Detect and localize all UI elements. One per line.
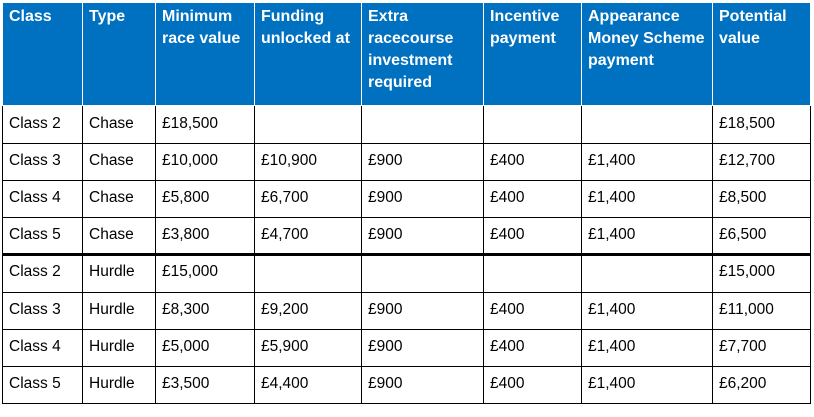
cell-appearance-money: £1,400: [582, 181, 713, 218]
cell-potential-value: £12,700: [713, 144, 811, 181]
header-extra-racecourse-investment: Extra racecourse investment required: [362, 3, 484, 106]
cell-type: Chase: [83, 218, 156, 255]
cell-appearance-money: £1,400: [582, 330, 713, 367]
cell-appearance-money: £1,400: [582, 144, 713, 181]
cell-potential-value: £18,500: [713, 106, 811, 144]
cell-class: Class 5: [3, 218, 83, 255]
header-incentive-payment: Incentive payment: [484, 3, 582, 106]
cell-funding-unlocked-at: £10,900: [255, 144, 362, 181]
cell-minimum-race-value: £3,800: [156, 218, 255, 255]
cell-extra-investment: £900: [362, 293, 484, 330]
cell-class: Class 4: [3, 181, 83, 218]
cell-funding-unlocked-at: £9,200: [255, 293, 362, 330]
cell-incentive-payment: [484, 255, 582, 293]
cell-potential-value: £11,000: [713, 293, 811, 330]
cell-potential-value: £6,500: [713, 218, 811, 255]
cell-minimum-race-value: £15,000: [156, 255, 255, 293]
cell-appearance-money: [582, 255, 713, 293]
cell-appearance-money: £1,400: [582, 218, 713, 255]
header-minimum-race-value: Minimum race value: [156, 3, 255, 106]
cell-incentive-payment: £400: [484, 181, 582, 218]
cell-extra-investment: £900: [362, 144, 484, 181]
cell-minimum-race-value: £8,300: [156, 293, 255, 330]
header-class: Class: [3, 3, 83, 106]
table-row: [3, 106, 811, 144]
race-funding-table-container: [2, 2, 811, 404]
table-row: [3, 218, 811, 255]
table-row: [3, 330, 811, 367]
cell-funding-unlocked-at: [255, 106, 362, 144]
cell-extra-investment: [362, 106, 484, 144]
cell-type: Hurdle: [83, 330, 156, 367]
cell-potential-value: £8,500: [713, 181, 811, 218]
cell-incentive-payment: [484, 106, 582, 144]
cell-type: Hurdle: [83, 255, 156, 293]
cell-extra-investment: £900: [362, 367, 484, 404]
table-row: [3, 255, 811, 293]
table-row: [3, 144, 811, 181]
cell-minimum-race-value: £5,800: [156, 181, 255, 218]
cell-type: Chase: [83, 181, 156, 218]
cell-appearance-money: [582, 106, 713, 144]
table-row: [3, 293, 811, 330]
header-potential-value: Potential value: [713, 3, 811, 106]
cell-minimum-race-value: £10,000: [156, 144, 255, 181]
cell-incentive-payment: £400: [484, 293, 582, 330]
cell-class: Class 3: [3, 293, 83, 330]
cell-minimum-race-value: £3,500: [156, 367, 255, 404]
cell-type: Hurdle: [83, 293, 156, 330]
header-row: [3, 3, 811, 106]
cell-potential-value: £6,200: [713, 367, 811, 404]
cell-appearance-money: £1,400: [582, 293, 713, 330]
cell-extra-investment: £900: [362, 181, 484, 218]
cell-type: Hurdle: [83, 367, 156, 404]
race-funding-table: [2, 2, 811, 404]
cell-class: Class 5: [3, 367, 83, 404]
cell-extra-investment: £900: [362, 330, 484, 367]
cell-minimum-race-value: £18,500: [156, 106, 255, 144]
cell-type: Chase: [83, 144, 156, 181]
cell-incentive-payment: £400: [484, 330, 582, 367]
cell-potential-value: £7,700: [713, 330, 811, 367]
cell-minimum-race-value: £5,000: [156, 330, 255, 367]
cell-appearance-money: £1,400: [582, 367, 713, 404]
cell-class: Class 2: [3, 255, 83, 293]
header-appearance-money-payment: Appearance Money Scheme payment: [582, 3, 713, 106]
cell-class: Class 4: [3, 330, 83, 367]
cell-class: Class 3: [3, 144, 83, 181]
cell-incentive-payment: £400: [484, 144, 582, 181]
cell-funding-unlocked-at: £4,400: [255, 367, 362, 404]
cell-funding-unlocked-at: £6,700: [255, 181, 362, 218]
table-row: [3, 367, 811, 404]
cell-potential-value: £15,000: [713, 255, 811, 293]
cell-extra-investment: £900: [362, 218, 484, 255]
cell-type: Chase: [83, 106, 156, 144]
header-type: Type: [83, 3, 156, 106]
table-row: [3, 181, 811, 218]
cell-incentive-payment: £400: [484, 218, 582, 255]
header-funding-unlocked-at: Funding unlocked at: [255, 3, 362, 106]
cell-extra-investment: [362, 255, 484, 293]
cell-funding-unlocked-at: £4,700: [255, 218, 362, 255]
cell-funding-unlocked-at: [255, 255, 362, 293]
cell-incentive-payment: £400: [484, 367, 582, 404]
cell-funding-unlocked-at: £5,900: [255, 330, 362, 367]
cell-class: Class 2: [3, 106, 83, 144]
